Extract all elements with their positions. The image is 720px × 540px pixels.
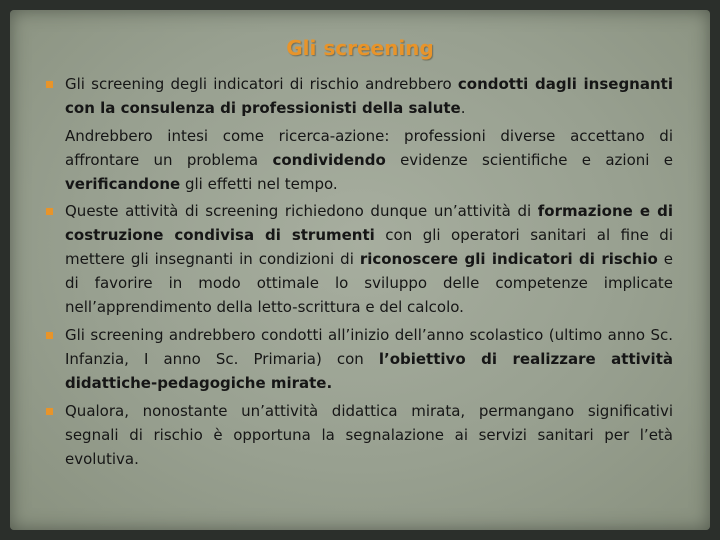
bold-text: formazione e di costruzione condivisa di strumenti bbox=[65, 202, 673, 244]
text-segment: . bbox=[460, 99, 466, 117]
text-segment: Gli screening degli indicatori di rischio andrebbero bbox=[65, 75, 458, 93]
text-segment: con gli operatori sanitari al fine di mettere gli insegnanti in condizioni di bbox=[65, 226, 673, 268]
bullet-square-icon bbox=[46, 208, 53, 215]
bullet-item bbox=[65, 199, 673, 319]
bullet-square-icon bbox=[46, 81, 53, 88]
text-segment: evidenze scientifiche e azioni e bbox=[385, 151, 673, 169]
bullet-square-icon bbox=[46, 408, 53, 415]
text-segment: e di favorire in modo ottimale lo sviluppo delle competenze implicate nell’apprendimento della letto-scrittura e del calcolo. bbox=[65, 250, 673, 316]
text-segment: gli effetti nel tempo. bbox=[180, 175, 338, 193]
bold-text: verificandone bbox=[65, 175, 181, 193]
bullet-item bbox=[65, 72, 673, 120]
bullet-item bbox=[65, 399, 673, 471]
content-panel bbox=[10, 10, 710, 530]
text-segment: Qualora, nonostante un’attività didattica mirata, permangano significativi segnali di rischio è opportuna la segnalazione ai servizi sanitari per l’età evolutiva. bbox=[65, 402, 673, 468]
text-segment: Andrebbero intesi come ricerca-azione: professioni diverse accettano di affrontare un problema bbox=[65, 127, 673, 169]
bold-text: riconoscere gli indicatori di rischio bbox=[359, 250, 658, 268]
text-segment: Queste attività di screening richiedono dunque un’attività di bbox=[65, 202, 538, 220]
slide-title: Gli screening bbox=[286, 36, 434, 60]
bold-text: condividendo bbox=[272, 151, 386, 169]
bold-text: l’obiettivo di realizzare attività didattiche-pedagogiche mirate. bbox=[65, 350, 673, 392]
bullet-item bbox=[65, 323, 673, 395]
text-segment: Gli screening andrebbero condotti all’inizio dell’anno scolastico (ultimo anno Sc. Infanzia, I anno Sc. Primaria) con bbox=[65, 326, 673, 368]
bullet-square-icon bbox=[46, 332, 53, 339]
bullet-list bbox=[65, 72, 673, 475]
continuation-paragraph bbox=[65, 124, 673, 196]
bold-text: condotti dagli insegnanti con la consulenza di professionisti della salute bbox=[65, 75, 673, 117]
